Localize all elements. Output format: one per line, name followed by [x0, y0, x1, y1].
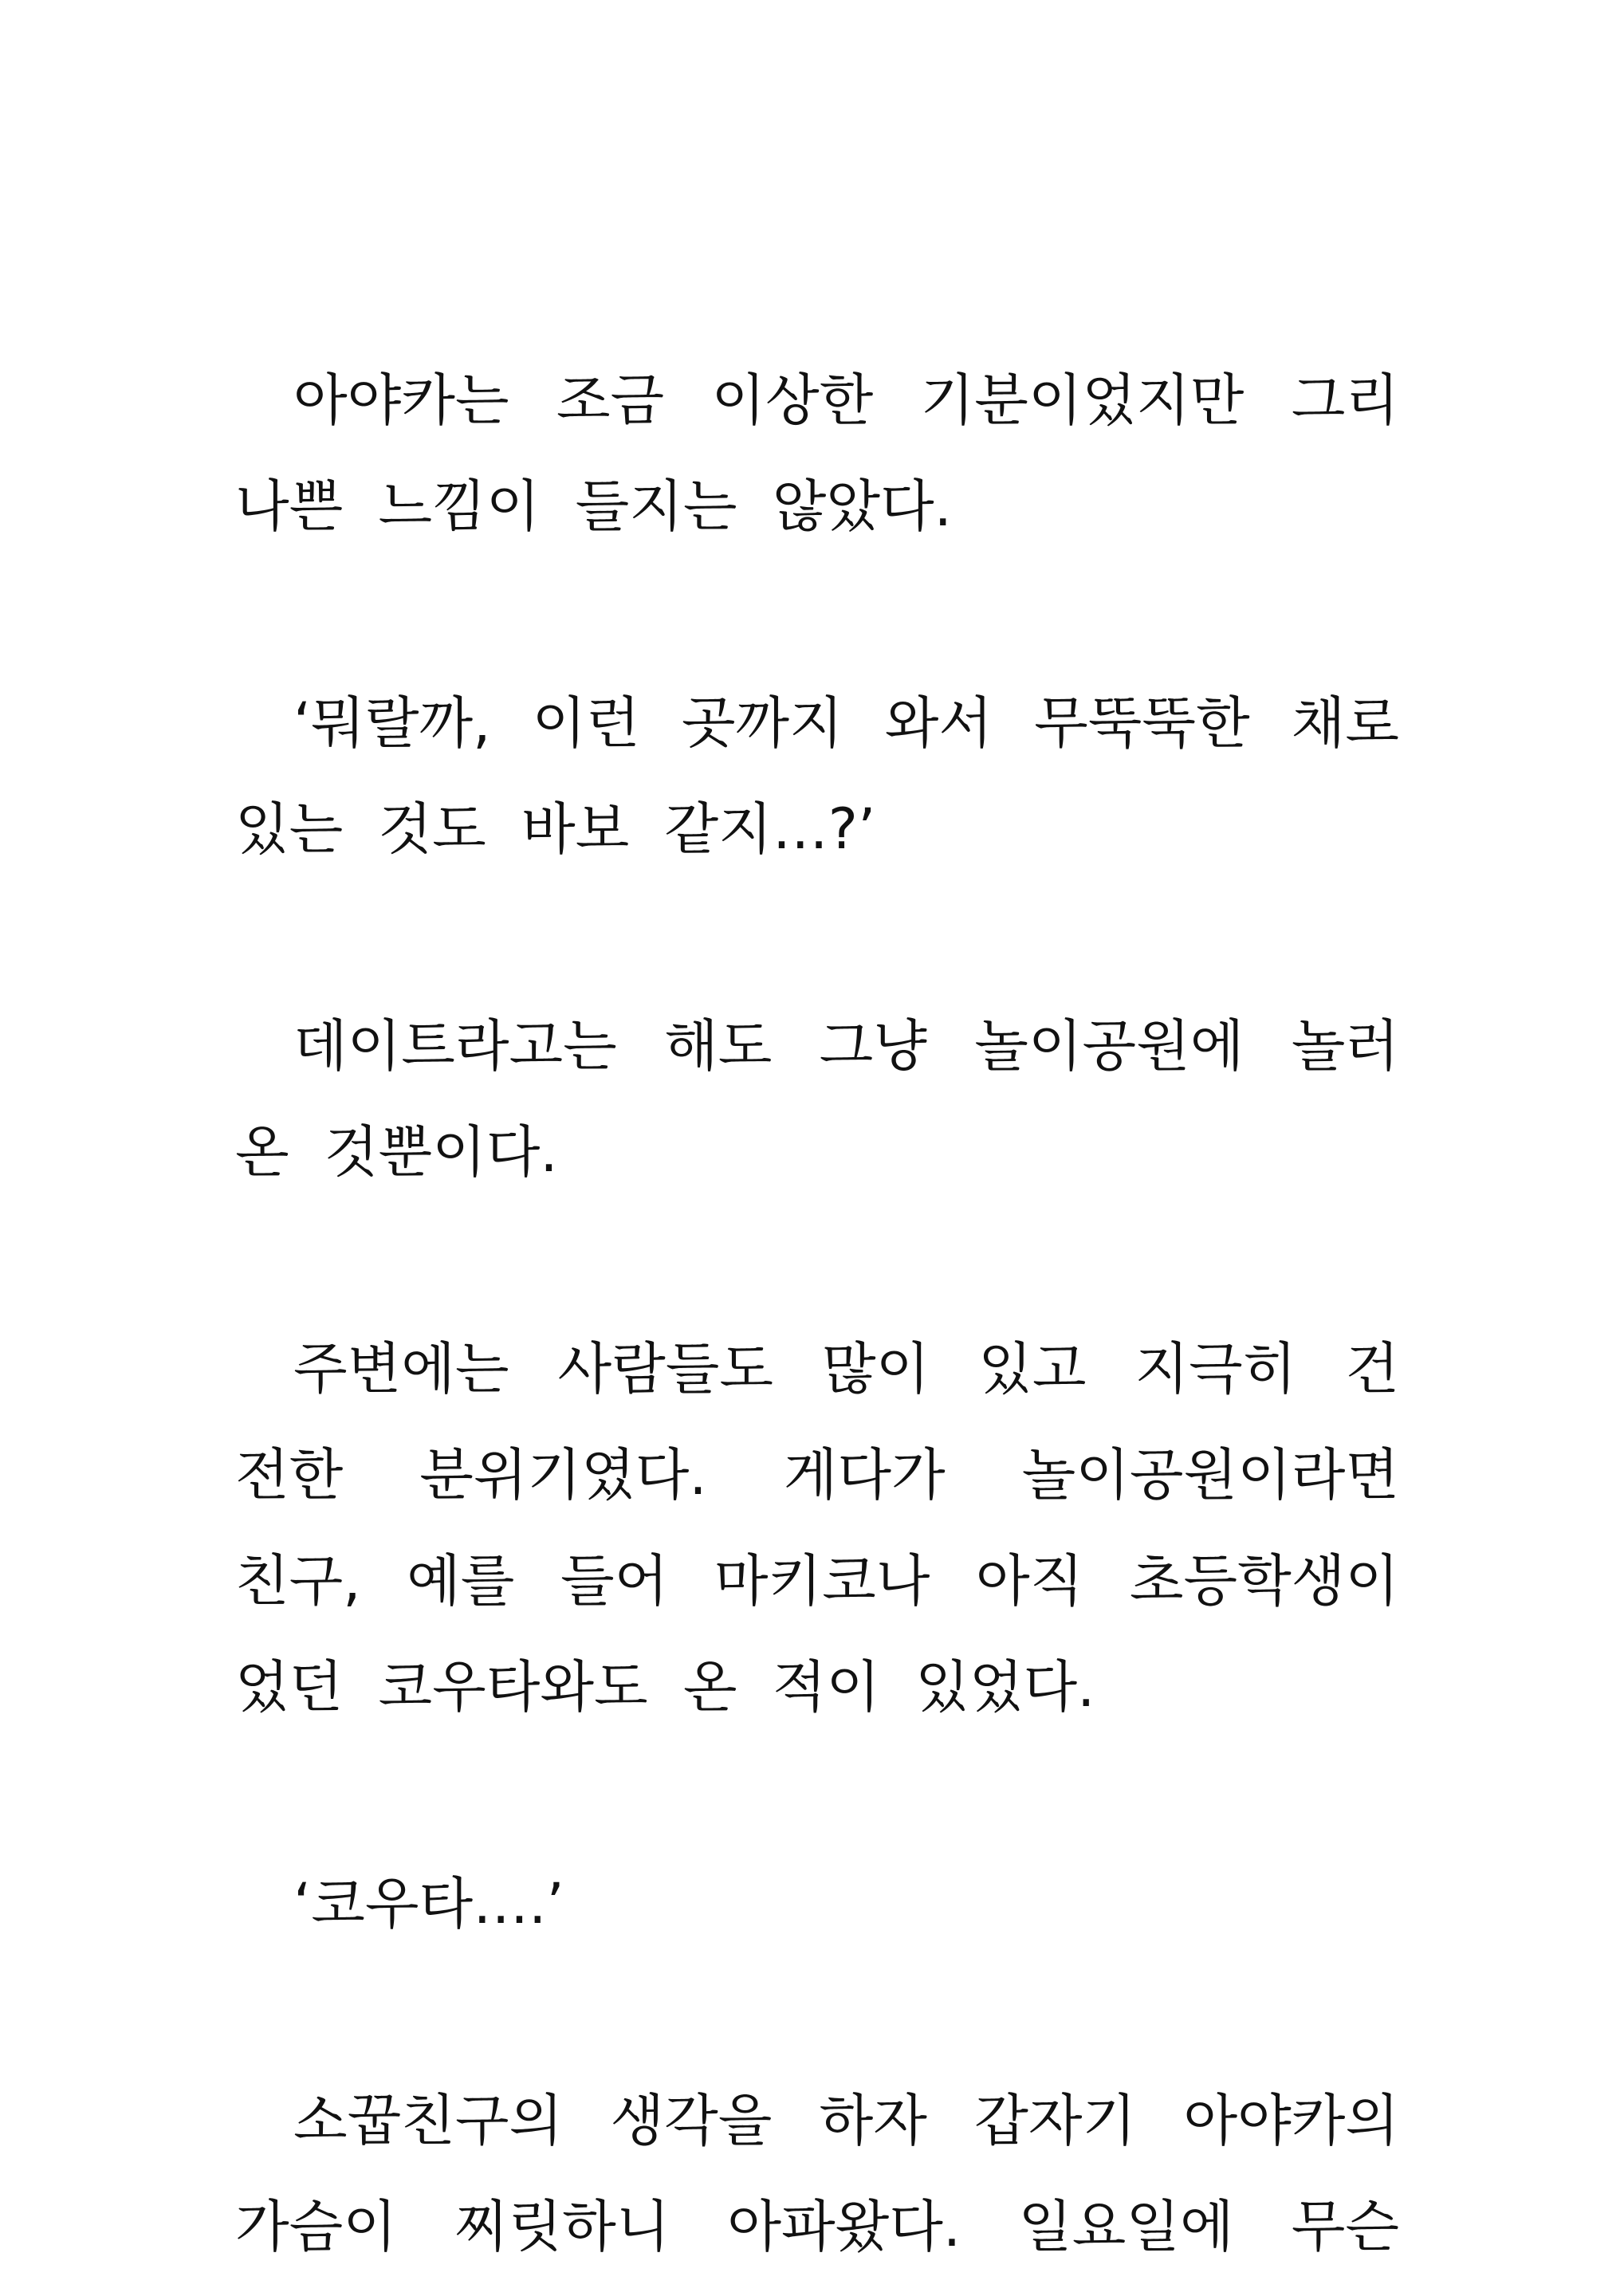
word: 그냥 [819, 1013, 927, 1079]
word: 적이 [772, 1654, 881, 1720]
text-line [235, 1321, 1399, 1417]
word: 이런 [532, 690, 640, 756]
word: 주변에는 [293, 1336, 509, 1402]
word: ‘코우타….’ [293, 1871, 564, 1936]
word: 온 [235, 1119, 289, 1185]
text-line [235, 781, 1399, 877]
word: 느낌이 [378, 474, 541, 539]
word: 와서 [884, 690, 993, 756]
word: 있는 [235, 796, 344, 862]
word: 코우타와도 [378, 1654, 648, 1720]
word: 많이 [821, 1336, 930, 1402]
word: 하자 [819, 2088, 927, 2153]
word: 아야카의 [1183, 2088, 1399, 2153]
word: ‘뭐랄까, [293, 690, 491, 756]
word: 들어 [560, 1548, 669, 1614]
word: 게다가 [783, 1442, 946, 1508]
word: 있고 [978, 1336, 1087, 1402]
text-line [235, 2179, 1399, 2274]
text-line [235, 998, 1399, 1094]
word: 갑자기 [974, 2088, 1137, 2153]
text-line [235, 352, 1399, 448]
word: 온 [682, 1654, 737, 1720]
word: 같지…?’ [664, 796, 876, 862]
word: 가슴이 [235, 2194, 397, 2259]
word: 것뿐이다. [324, 1119, 558, 1185]
word: 그리 [1291, 368, 1399, 433]
word: 예를 [407, 1548, 515, 1614]
word: 무슨 [1291, 2194, 1399, 2259]
word: 친구, [235, 1548, 361, 1614]
word: 초등학생이 [1129, 1548, 1399, 1614]
text-line [235, 675, 1399, 771]
word: 일요일에 [1018, 2194, 1234, 2259]
word: 전한 [235, 1442, 344, 1508]
text-line [235, 458, 1399, 554]
text-line [235, 2073, 1399, 2168]
word: 않았다. [772, 474, 952, 539]
word: 채로 [1291, 690, 1399, 756]
word: 조금 [556, 368, 665, 433]
word: 찌릿하니 [454, 2194, 670, 2259]
document-page [235, 0, 1399, 2296]
word: 곳까지 [681, 690, 843, 756]
word: 기분이었지만 [920, 368, 1245, 433]
word: 것도 [378, 796, 486, 862]
word: 아직 [975, 1548, 1084, 1614]
word: 지극히 [1134, 1336, 1297, 1402]
word: 데이트라고는 [293, 1013, 617, 1079]
text-line [235, 1427, 1399, 1523]
word: 건 [1345, 1336, 1399, 1402]
word: 놀이공원에 [974, 1013, 1245, 1079]
text-line [235, 1856, 1399, 1952]
word: 이상한 [711, 368, 874, 433]
word: 생각을 [610, 2088, 773, 2153]
word: 아야카는 [293, 368, 509, 433]
text-line [235, 1639, 1399, 1735]
word: 놀이공원이라면 [1021, 1442, 1399, 1508]
word: 해도 [664, 1013, 773, 1079]
word: 있었다. [915, 1654, 1095, 1720]
word: 바보 [521, 796, 630, 862]
word: 었던 [235, 1654, 344, 1720]
text-line [235, 1104, 1399, 1200]
word: 놀러 [1291, 1013, 1399, 1079]
word: 소꿉친구의 [293, 2088, 564, 2153]
text-line [235, 1533, 1399, 1629]
word: 나쁜 [235, 474, 344, 539]
word: 아파왔다. [727, 2194, 961, 2259]
word: 분위기였다. [419, 1442, 707, 1508]
word: 무뚝뚝한 [1034, 690, 1250, 756]
word: 사람들도 [557, 1336, 773, 1402]
word: 마키코나 [714, 1548, 930, 1614]
word: 들지는 [575, 474, 737, 539]
